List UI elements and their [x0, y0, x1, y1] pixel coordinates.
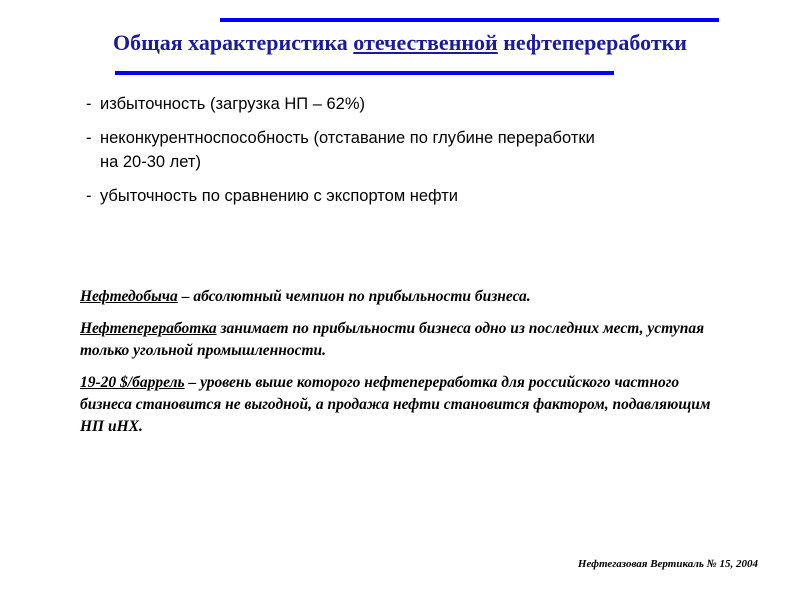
bullet-text: убыточность по сравнению с экспортом нефти: [100, 187, 459, 205]
bullet-text: избыточность (загрузка НП – 62%): [100, 95, 366, 113]
note-text: – абсолютный чемпион по прибыльности бизнеса.: [177, 288, 531, 305]
bullet-text-continuation: на 20-30 лет): [100, 153, 201, 171]
title-part-underlined: отечественной: [353, 30, 498, 55]
slide-title: [0, 30, 800, 56]
bullet-item: [86, 184, 776, 208]
bullet-text: неконкурентноспособность (отставание по глубине переработки: [100, 129, 595, 147]
bullet-dash: -: [86, 187, 92, 205]
note-paragraph: [80, 372, 720, 438]
bullet-list: [86, 92, 776, 218]
bottom-decorative-rule: [115, 71, 614, 75]
top-decorative-rule: [220, 18, 719, 22]
note-text: – уровень выше которого нефтепереработка для российского частного бизнеса становится не выгодной, а продажа нефти становится фактором, подавляющим НП иНХ.: [80, 374, 711, 435]
note-term: Нефтепереработка: [80, 320, 217, 337]
bullet-item: [86, 92, 776, 116]
bullet-dash: -: [86, 129, 92, 147]
bullet-item: [86, 126, 776, 174]
note-term: Нефтедобыча: [80, 288, 178, 305]
title-part-after: нефтепереработки: [497, 30, 687, 55]
notes-block: [80, 286, 720, 448]
note-term: 19-20 $/баррель: [80, 374, 185, 391]
note-text: занимает по прибыльности бизнеса одно из последних мест, уступая только угольной промышленности.: [80, 320, 705, 359]
note-paragraph: [80, 318, 720, 362]
bullet-dash: -: [86, 95, 92, 113]
title-part-before: Общая характеристика: [113, 30, 354, 55]
source-citation: Нефтегазовая Вертикаль № 15, 2004: [577, 558, 758, 570]
note-paragraph: [80, 286, 720, 308]
